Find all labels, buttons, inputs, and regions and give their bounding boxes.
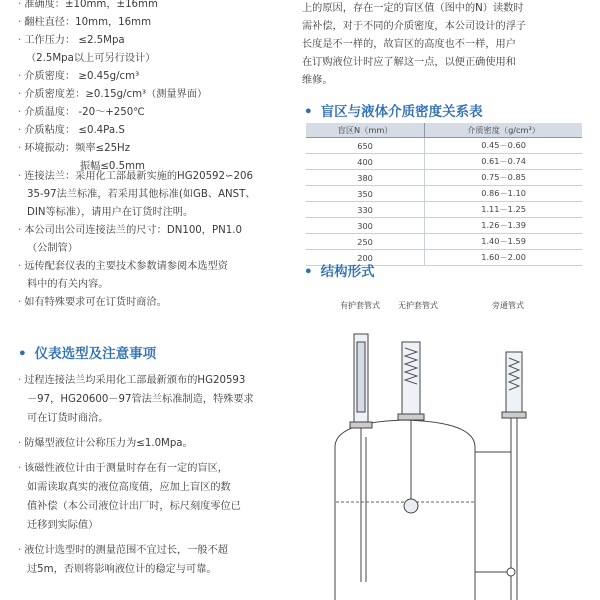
table-cell: 0.86－1.10	[425, 186, 582, 202]
line-text: 该磁性液位计由于测量时存在有一定的盲区，	[24, 463, 228, 474]
table-cell: 1.26－1.39	[425, 218, 582, 234]
heading-text: 仪表选型及注意事项	[34, 346, 157, 362]
paragraph-line	[27, 391, 297, 409]
line-text: DIN等标准），请用户在订货时注明。	[27, 207, 194, 218]
line-text: 如需读取真实的液位高度值，应加上盲区的数	[27, 482, 231, 493]
bullet: ·	[18, 89, 22, 100]
paragraph-line	[27, 410, 297, 428]
structure-diagram	[310, 312, 580, 600]
table-row	[306, 154, 582, 170]
table-header-row	[306, 123, 582, 138]
table-cell: 300	[306, 218, 425, 234]
spec-text: 振幅≤0.5mm	[80, 161, 145, 172]
float-ball	[404, 499, 418, 513]
bullet: ·	[18, 438, 22, 449]
paragraph-line	[18, 258, 288, 276]
section-heading-table	[304, 100, 483, 120]
section-heading-selection	[18, 342, 156, 362]
bullet: ·	[18, 143, 22, 154]
line-text: －97，HG20600－97管法兰标准制造，特殊要求	[27, 394, 254, 405]
paragraph-line	[27, 186, 297, 204]
spec-text: 准确度：±10mm，±16mm	[24, 0, 158, 10]
spec-text: 介质温度： -20～+250℃	[24, 107, 145, 118]
intro-line: 上的原因，存在一定的盲区值（图中的N）读数时	[302, 3, 524, 14]
intro-line: 长度是不一样的，故盲区的高度也不一样，用户	[302, 39, 516, 50]
table-row	[306, 218, 582, 234]
table-row	[306, 170, 582, 186]
paragraph-line	[18, 435, 288, 453]
bullet: ·	[18, 71, 22, 82]
table-row	[306, 186, 582, 202]
spec-text: 翻柱直径：10mm，16mm	[24, 17, 151, 28]
spec-text: 介质密度： ≥0.45g/cm³	[24, 71, 140, 82]
spec-item	[18, 69, 139, 85]
paragraph-line	[27, 276, 297, 294]
line-text: 如有特殊要求可在订货时商洽。	[24, 297, 167, 308]
section-heading-structure	[304, 260, 375, 280]
bullet: ·	[18, 107, 22, 118]
spec-item	[18, 33, 125, 49]
line-text: 35-97法兰标准，若采用其他标准(如GB、ANST、	[27, 189, 256, 200]
line-text: 过5m，否则将影响液位计的稳定与可靠。	[27, 564, 217, 575]
density-table	[306, 123, 582, 266]
table-cell: 650	[306, 138, 425, 154]
bullet: ·	[18, 35, 22, 46]
spec-text: 介质密度差：≥0.15g/cm³（测量界面）	[24, 89, 208, 100]
intro-line: 在订购液位计时应了解这一点，以便正确使用和	[302, 57, 516, 68]
table-cell: 350	[306, 186, 425, 202]
bullet: ·	[18, 0, 22, 10]
bullet: ·	[18, 463, 22, 474]
bullet: ·	[18, 171, 22, 182]
left-column	[0, 0, 290, 600]
spec-text: 环境振动：频率≤25Hz	[24, 143, 131, 154]
table-cell: 380	[306, 170, 425, 186]
spec-item	[18, 87, 207, 103]
table-row	[306, 234, 582, 250]
table-row	[306, 138, 582, 154]
heading-text: 盲区与液体介质密度关系表	[320, 104, 483, 120]
paragraph-line	[27, 498, 297, 516]
bullet: ·	[18, 375, 22, 386]
paragraph-line	[18, 294, 288, 312]
bullet: ·	[18, 125, 22, 136]
table-cell: 1.11－1.25	[425, 202, 582, 218]
bullet: ·	[18, 297, 22, 308]
line-text: 可在订货时商洽。	[27, 413, 109, 424]
spec-item	[26, 51, 155, 67]
table-header-cell: 介质密度（g/cm³）	[425, 123, 582, 138]
paragraph-line	[18, 372, 288, 390]
paragraph-line	[27, 517, 297, 535]
spec-text: 介质粘度： ≤0.4Pa.S	[24, 125, 125, 136]
line-text: （公制管）	[27, 243, 78, 254]
spec-item	[18, 0, 158, 13]
spec-item	[18, 15, 151, 31]
intro-line: 需补偿，对于不同的介质密度，本公司设计的浮子	[302, 21, 527, 32]
bullet: ·	[18, 261, 22, 272]
bullet: ·	[18, 17, 22, 28]
line-text: 连接法兰：采用化工部最新实施的HG20592∽206	[24, 171, 254, 182]
paragraph-line	[18, 168, 288, 186]
line-text: 本公司出公司连接法兰的尺寸：DN100，PN1.0	[24, 225, 242, 236]
heading-text: 结构形式	[320, 264, 375, 280]
table-cell: 0.45－0.60	[425, 138, 582, 154]
spec-item	[18, 105, 145, 121]
intro-paragraph	[302, 0, 586, 90]
paragraph-line	[27, 479, 297, 497]
paragraph-line	[27, 204, 297, 222]
paragraph-line	[18, 542, 288, 560]
intro-line: 维修。	[302, 75, 333, 86]
paragraph-line	[27, 240, 297, 258]
table-cell: 200	[306, 250, 425, 266]
bullet: ·	[18, 225, 22, 236]
paragraph-line	[27, 561, 297, 579]
table-header-cell: 盲区N（mm）	[306, 123, 425, 138]
table-cell: 0.61－0.74	[425, 154, 582, 170]
line-text: 液位计选型时的测量范围不宜过长，一般不超	[24, 545, 228, 556]
line-text: 料中的有关内容。	[27, 279, 109, 290]
spec-item	[18, 141, 130, 157]
spec-item	[18, 123, 125, 139]
line-text: 迁移到实际值）	[27, 520, 99, 531]
heading-bullet: •	[304, 264, 313, 280]
line-text: 远传配套仪表的主要技术参数请参阅本选型资	[24, 261, 228, 272]
spec-text: 工作压力： ≤2.5Mpa	[24, 35, 125, 46]
heading-bullet: •	[18, 346, 27, 362]
label-with-sheath: 有护套管式	[340, 301, 380, 310]
line-text: 过程连接法兰均采用化工部最新颁布的HG20593	[24, 375, 246, 386]
line-text: 值补偿（本公司液位计出厂时，标尺刻度零位已	[27, 501, 241, 512]
table-body	[306, 138, 582, 266]
heading-bullet: •	[304, 104, 313, 120]
label-bypass: 旁通管式	[492, 301, 524, 310]
table-cell: 250	[306, 234, 425, 250]
paragraph-line	[18, 460, 288, 478]
table-cell: 1.60－2.00	[425, 250, 582, 266]
bullet: ·	[18, 545, 22, 556]
table-cell: 1.40－1.59	[425, 234, 582, 250]
line-text: 防爆型液位计公称压力为≤1.0Mpa。	[24, 438, 193, 449]
spec-text: （2.5Mpa以上可另行设计）	[26, 53, 156, 64]
table-cell: 400	[306, 154, 425, 170]
table-row	[306, 202, 582, 218]
paragraph-line	[18, 222, 288, 240]
table-cell: 330	[306, 202, 425, 218]
table-cell: 0.75－0.85	[425, 170, 582, 186]
label-without-sheath: 无护套管式	[398, 301, 438, 310]
